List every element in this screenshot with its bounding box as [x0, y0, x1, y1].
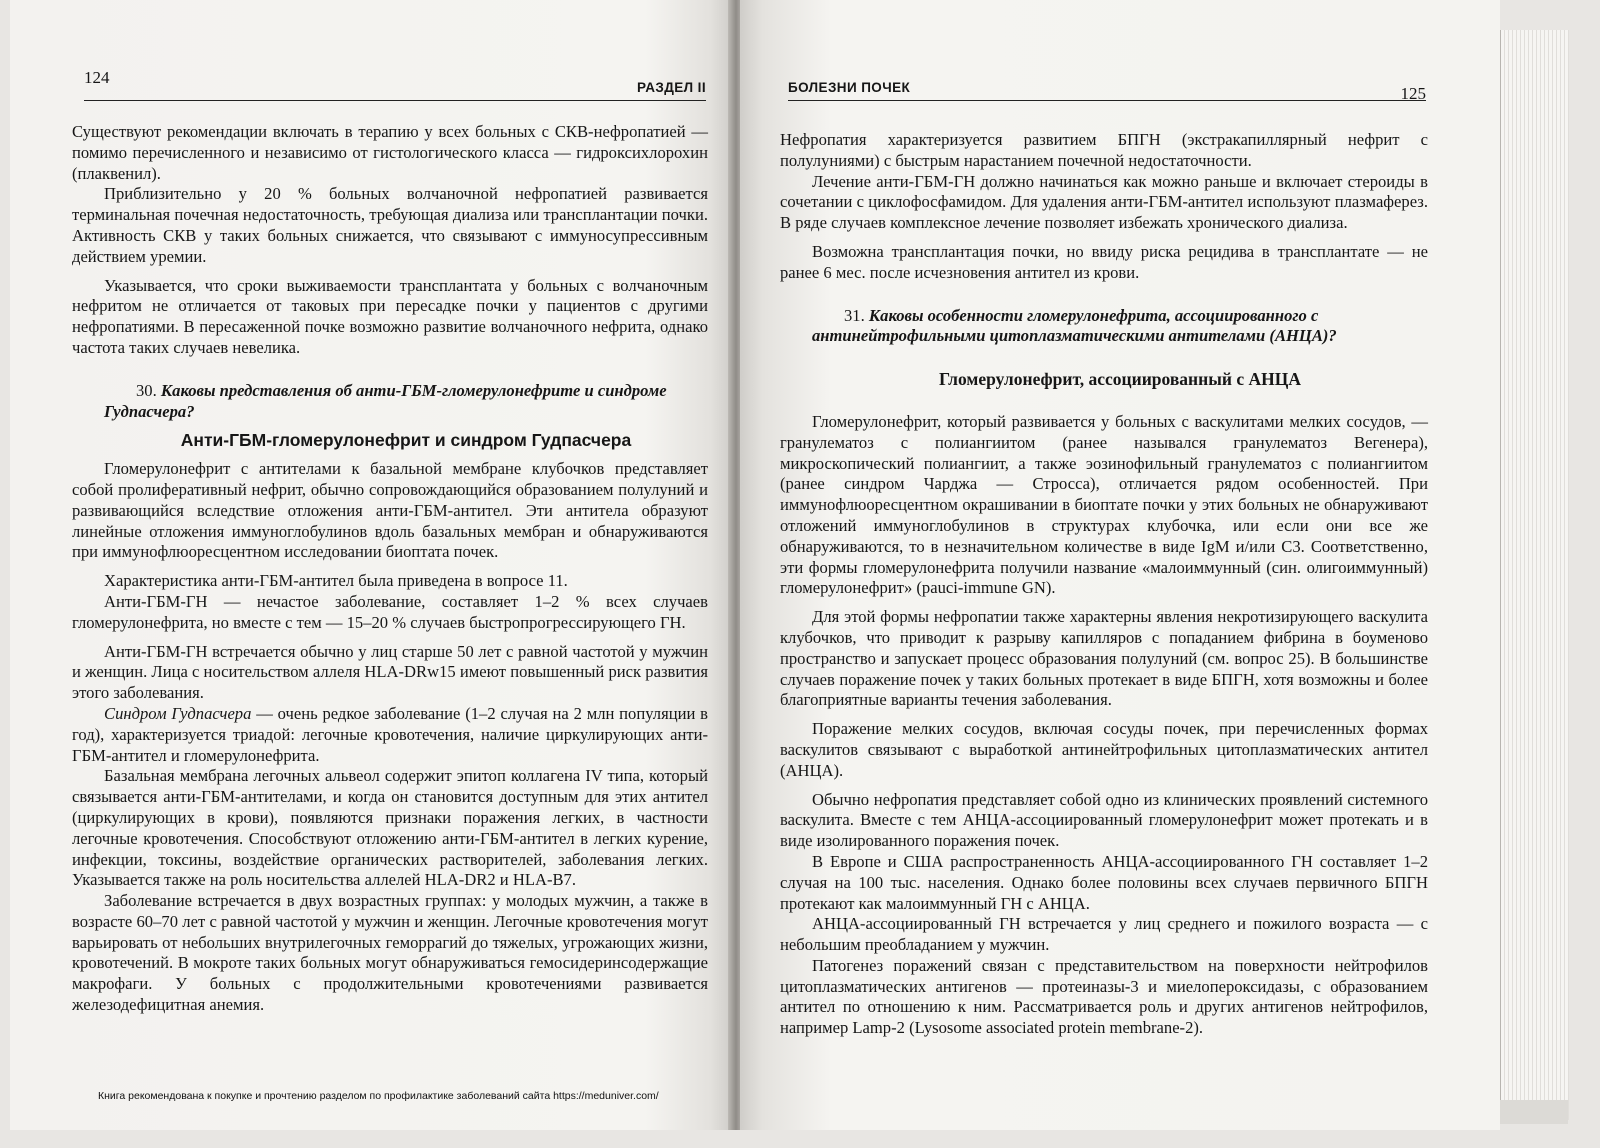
paragraph: Возможна трансплантация почки, но ввиду риска рецидива в трансплантате — не ранее 6 мес. после исчезновения антител из крови.: [780, 241, 1428, 282]
paragraph: Синдром Гудпасчера — очень редкое заболевание (1–2 случая на 2 млн популяции в год), характеризуется триадой: легочные кровотечения, наличие циркулирующих анти-ГБМ-антител и гломерулонефрита.: [72, 703, 708, 765]
paragraph: Базальная мембрана легочных альвеол содержит эпитоп коллагена IV типа, который связывается анти-ГБМ-антителами, и когда он становится доступным для этих антител (циркулирующих в крови), появляются признаки поражения легких, в частности легочные кровотечения. Способствуют отложению анти-ГБМ-антител в легких курение, инфекции, токсины, воздействие органических растворителей, заболевания легких. Указывается также на роль носительства аллелей HLA-DR2 и HLA-B7.: [72, 766, 708, 890]
question-text: Каковы представления об анти-ГБМ-гломерулонефрите и синдроме Гудпасчера?: [104, 380, 667, 421]
left-page: [10, 0, 732, 1130]
paragraph: Патогенез поражений связан с представительством на поверхности нейтрофилов цитоплазматических антигенов — протеиназы-3 и миелопероксидазы, с образованием антител по отношению к ним. Рассматривается роль и других антигенов нейтрофилов, например Lamp-2 (Lysosome associated protein membrane-2).: [780, 955, 1428, 1038]
question-text: Каковы особенности гломерулонефрита, ассоциированного с антинейтрофильными цитоплазматическими антителами (АНЦА)?: [812, 305, 1337, 346]
paragraph: Гломерулонефрит, который развивается у больных с васкулитами мелких сосудов, — гранулематоз с полиангиитом (ранее назывался гранулематоз Вегенера), микроскопический полиангиит, а также эозинофильный гранулематоз с полиангиитом (ранее синдром Чарджа — Стросса), отличается рядом особенностей. При иммунофлюоресцентном окрашивании в биоптате почки у этих больных не обнаруживают отложений иммуноглобулинов в структурах клубочка, или если они все же обнаруживаются, то в незначительном количестве в виде IgM и/или С3. Соответственно, эти формы гломерулонефрита получили название «малоиммунный (син. олигоиммунный) гломерулонефрит» (pauci-immune GN).: [780, 411, 1428, 598]
paragraph: В Европе и США распространенность АНЦА-ассоциированного ГН составляет 1–2 случая на 100 тыс. населения. Однако более половины всех случаев первичного БПГН протекают как малоиммунный ГН с АНЦА.: [780, 851, 1428, 913]
section-heading: Гломерулонефрит, ассоциированный с АНЦА: [939, 369, 1301, 390]
left-page-body: [72, 122, 708, 1016]
right-page-header: [788, 66, 1426, 101]
paragraph: Заболевание встречается в двух возрастных группах: у молодых мужчин, а также в возрасте 60–70 лет с равной частотой у мужчин и женщин. Легочные кровотечения могут варьировать от небольших внутрилегочных геморрагий до тяжелых, угрожающих жизни, кровотечений. В мокроте таких больных могут обнаруживаться гемосидеринсодержащие макрофаги. У больных с продолжительными кровотечениями развивается железодефицитная анемия.: [72, 891, 708, 1015]
paragraph: Для этой формы нефропатии также характерны явления некротизирующего васкулита клубочков, что приводит к разрыву капилляров с попаданием фибрина в боуменово пространство и запускает процесс образования полулуний (см. вопрос 25). В большинстве случаев поражение почек у таких больных протекает в виде БПГН, хотя возможны и более благоприятные варианты течения заболевания.: [780, 607, 1428, 710]
paragraph: Анти-ГБМ-ГН — нечастое заболевание, составляет 1–2 % всех случаев гломерулонефрита, но вместе с тем — 15–20 % случаев быстропрогрессирующего ГН.: [72, 591, 708, 632]
page-edges: [1500, 30, 1569, 1120]
right-section-title: БОЛЕЗНИ ПОЧЕК: [788, 80, 911, 95]
paragraph: Обычно нефропатия представляет собой одно из клинических проявлений системного васкулита. Вместе с тем АНЦА-ассоциированный гломерулонефрит может протекать и в виде изолированного поражения почек.: [780, 789, 1428, 851]
italic-term: Синдром Гудпасчера: [104, 703, 252, 723]
paragraph: АНЦА-ассоциированный ГН встречается у лиц среднего и пожилого возраста — с небольшим преобладанием у мужчин.: [780, 914, 1428, 955]
section-heading: Анти-ГБМ-гломерулонефрит и синдром Гудпасчера: [180, 430, 632, 451]
question-number: 30.: [136, 380, 157, 400]
question-30: [72, 381, 708, 423]
paragraph: Приблизительно у 20 % больных волчаночной нефропатией развивается терминальная почечная недостаточность, требующая диализа или трансплантации почки. Активность СКВ у таких больных снижается, что связывают с иммуносупрессивным действием уремии.: [72, 184, 708, 266]
paragraph: Нефропатия характеризуется развитием БПГН (экстракапиллярный нефрит с полулуниями) с быстрым нарастанием почечной недостаточности.: [780, 130, 1428, 170]
right-page: [740, 0, 1500, 1130]
left-page-number: 124: [84, 68, 110, 87]
paragraph: Гломерулонефрит с антителами к базальной мембране клубочков представляет собой пролиферативный нефрит, обычно сопровождающийся образованием полулуний и развивающийся вследствие отложения анти-ГБМ-антител. Эти антитела образуют линейные отложения иммуноглобулинов вдоль базальных мембран и обнаруживаются при иммунофлюоресцентном исследовании биоптата почек.: [72, 459, 708, 562]
right-page-number: 125: [1400, 84, 1426, 103]
right-page-body: [780, 130, 1428, 1039]
footer-note: Книга рекомендована к покупке и прочтению разделом по профилактике заболеваний сайта https://meduniver.com/: [98, 1090, 659, 1102]
paragraph: Анти-ГБМ-ГН встречается обычно у лиц старше 50 лет с равной частотой у мужчин и женщин. Лица с носительством аллеля HLA-DRw15 имеют повышенный риск развития этого заболевания.: [72, 641, 708, 703]
paragraph: Лечение анти-ГБМ-ГН должно начинаться как можно раньше и включает стероиды в сочетании с циклофосфамидом. Для удаления анти-ГБМ-антител используют плазмаферез. В ряде случаев комплексное лечение позволяет избежать хронического диализа.: [780, 171, 1428, 233]
paragraph: Характеристика анти-ГБМ-антител была приведена в вопросе 11.: [104, 571, 568, 591]
question-number: 31.: [844, 305, 865, 325]
question-31: [780, 306, 1428, 348]
paragraph: Существуют рекомендации включать в терапию у всех больных с СКВ-нефропатией — помимо перечисленного и независимо от гистологического класса — гидроксихлорохин (плаквенил).: [72, 122, 708, 183]
left-page-header: [84, 66, 706, 101]
paragraph: Указывается, что сроки выживаемости трансплантата у больных с волчаночным нефритом не отличается от таковых при пересадке почки у пациентов с другими нефропатиями. В пересаженной почке возможно развитие волчаночного нефрита, однако частота таких случаев невелика.: [72, 275, 708, 357]
left-section-title: РАЗДЕЛ II: [637, 80, 706, 95]
paragraph: Поражение мелких сосудов, включая сосуды почек, при перечисленных формах васкулитов связывают с выработкой антинейтрофильных цитоплазматических антител (АНЦА).: [780, 719, 1428, 780]
